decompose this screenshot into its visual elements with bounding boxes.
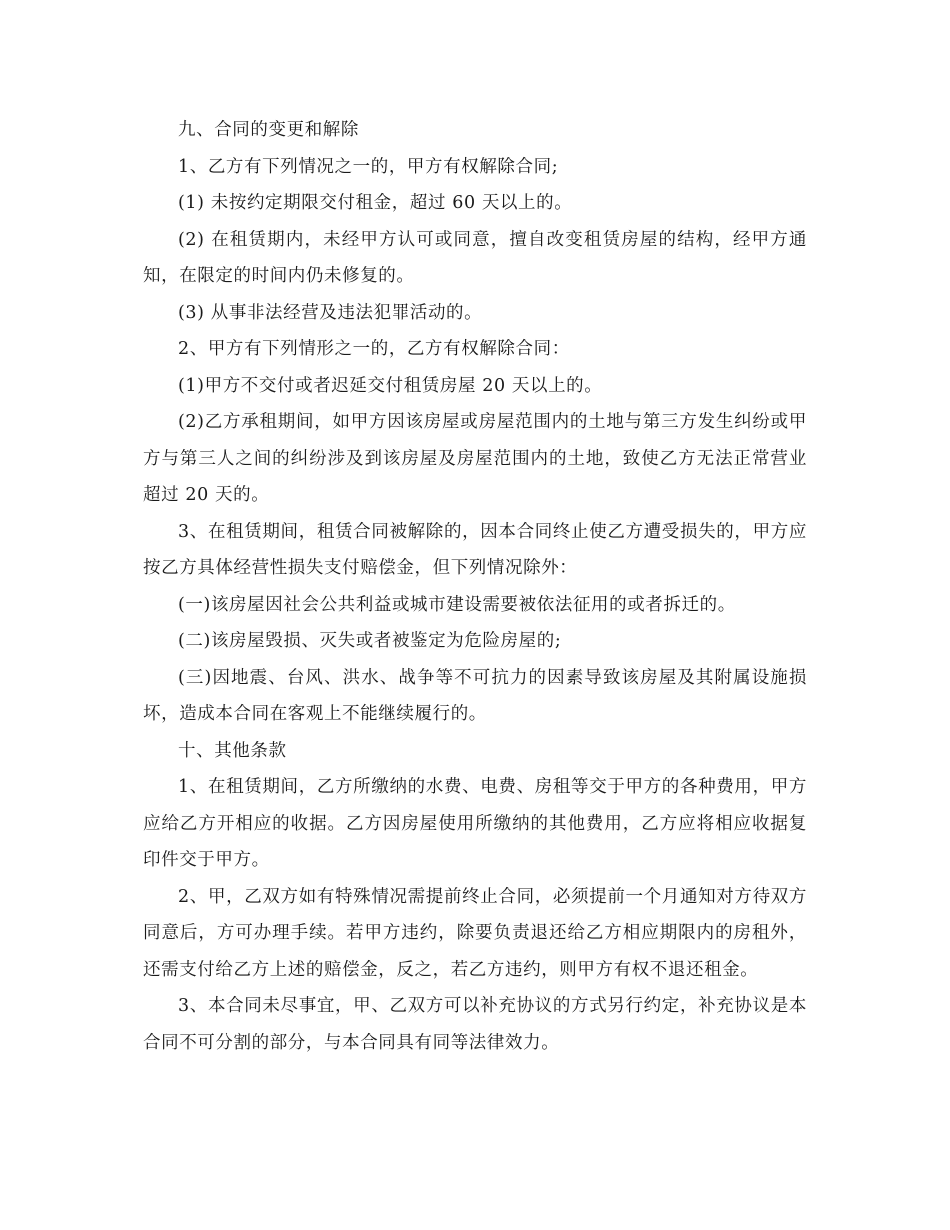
clause-10-3: 3、本合同未尽事宜，甲、乙双方可以补充协议的方式另行约定，补充协议是本合同不可分割的部分，与本合同具有同等法律效力。 <box>143 996 807 1053</box>
clause-9-1-item-3: (3) 从事非法经营及违法犯罪活动的。 <box>178 302 483 323</box>
document-body <box>143 112 807 1061</box>
clause-10-1: 1、在租赁期间，乙方所缴纳的水费、电费、房租等交于甲方的各种费用，甲方应给乙方开相应的收据。乙方因房屋使用所缴纳的其他费用，乙方应将相应收据复印件交于甲方。 <box>143 777 807 870</box>
clause-9-1-item-1: (1) 未按约定期限交付租金，超过 60 天以上的。 <box>178 193 573 213</box>
clause-9-2-item-2: (2)乙方承租期间，如甲方因该房屋或房屋范围内的土地与第三方发生纠纷或甲方与第三人之间的纠纷涉及到该房屋及房屋范围内的土地，致使乙方无法正常营业超过 20 天的。 <box>143 412 807 505</box>
clause-9-3-exception-1: (一)该房屋因社会公共利益或城市建设需要被依法征用的或者拆迁的。 <box>178 594 736 615</box>
clause-9-1: 1、乙方有下列情况之一的，甲方有权解除合同; <box>178 156 559 177</box>
section-heading-9: 九、合同的变更和解除 <box>178 120 359 140</box>
clause-9-1-item-2: (2) 在租赁期内，未经甲方认可或同意，擅自改变租赁房屋的结构，经甲方通知，在限定的时间内仍未修复的。 <box>143 229 807 286</box>
clause-9-3-exception-2: (二)该房屋毁损、灭失或者被鉴定为危险房屋的; <box>178 631 562 651</box>
clause-9-3: 3、在租赁期间，租赁合同被解除的，因本合同终止使乙方遭受损失的，甲方应按乙方具体经营性损失支付赔偿金，但下列情况除外： <box>143 521 807 578</box>
clause-10-2: 2、甲，乙双方如有特殊情况需提前终止合同，必须提前一个月通知对方待双方同意后，方可办理手续。若甲方违约，除要负责退还给乙方相应期限内的房租外，还需支付给乙方上述的赔偿金，反之，若乙方违约，则甲方有权不退还租金。 <box>143 886 807 980</box>
clause-9-2-item-1: (1)甲方不交付或者迟延交付租赁房屋 20 天以上的。 <box>178 375 603 396</box>
section-heading-10: 十、其他条款 <box>178 740 287 761</box>
clause-9-2: 2、甲方有下列情形之一的，乙方有权解除合同： <box>178 339 570 359</box>
clause-9-3-exception-3: (三)因地震、台风、洪水、战争等不可抗力的因素导致该房屋及其附属设施损坏，造成本合同在客观上不能继续履行的。 <box>143 667 807 724</box>
